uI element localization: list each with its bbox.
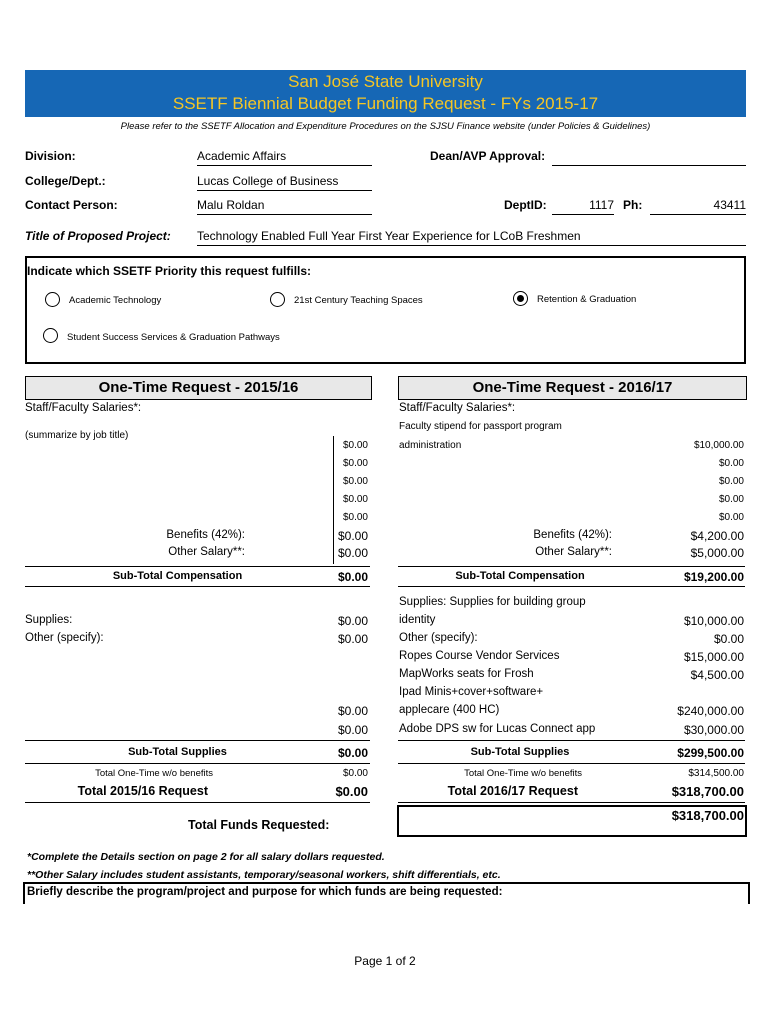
- left-total-wo-benefits-value: $0.00: [342, 768, 368, 779]
- right-subtotal-supplies-value: $299,500.00: [677, 746, 744, 760]
- right-other-label: Other (specify):: [399, 632, 478, 644]
- radio-academic-technology[interactable]: [45, 292, 60, 307]
- radio-student-success-services[interactable]: [43, 328, 58, 343]
- right-ropes-value: $15,000.00: [683, 650, 744, 664]
- right-total-request-label: Total 2016/17 Request: [447, 784, 578, 798]
- priority-title: Indicate which SSETF Priority this request fulfills:: [27, 264, 312, 278]
- left-benefits-value: $0.00: [337, 529, 368, 543]
- left-staff-label: Staff/Faculty Salaries*:: [25, 402, 142, 414]
- option-label-retention-graduation: Retention & Graduation: [537, 294, 637, 305]
- left-total-request-value: $0.00: [335, 784, 368, 799]
- right-total-wo-benefits-label: Total One-Time w/o benefits: [464, 768, 582, 779]
- right-stipend-line1: Faculty stipend for passport program: [399, 421, 562, 432]
- radio-21st-century-teaching-spaces[interactable]: [270, 292, 285, 307]
- right-salary-value: $10,000.00: [693, 440, 744, 451]
- left-divider: [25, 586, 370, 587]
- left-subtotal-supplies-label: Sub-Total Supplies: [128, 746, 227, 758]
- total-funds-label: Total Funds Requested:: [188, 818, 330, 832]
- right-supplies-line2: identity: [399, 614, 436, 626]
- left-total-wo-benefits-label: Total One-Time w/o benefits: [95, 768, 213, 779]
- right-subtotal-supplies-label: Sub-Total Supplies: [470, 746, 570, 758]
- option-label-academic-technology: Academic Technology: [69, 295, 162, 306]
- right-stipend-line2: administration: [399, 440, 462, 451]
- right-ipad-value: $240,000.00: [677, 704, 744, 718]
- right-other-value: $0.00: [713, 632, 744, 646]
- left-divider: [25, 802, 370, 803]
- right-supplies-value: $10,000.00: [683, 614, 744, 628]
- deptid-label: DeptID:: [504, 198, 547, 212]
- right-section-header: One-Time Request - 2016/17: [398, 376, 747, 400]
- contact-field[interactable]: Malu Roldan: [197, 198, 372, 215]
- left-summarize-note: (summarize by job title): [25, 430, 129, 441]
- dean-approval-field[interactable]: [552, 149, 746, 166]
- left-total-request-label: Total 2015/16 Request: [77, 784, 208, 798]
- right-subtotal-comp-value: $19,200.00: [683, 570, 744, 584]
- contact-label: Contact Person:: [25, 198, 118, 212]
- right-divider: [398, 802, 745, 803]
- left-divider: [25, 566, 370, 567]
- right-ropes-label: Ropes Course Vendor Services: [399, 650, 560, 662]
- right-benefits-value: $4,200.00: [690, 529, 744, 543]
- right-subtotal-comp-label: Sub-Total Compensation: [455, 570, 585, 582]
- right-salary-value: $0.00: [718, 512, 744, 523]
- right-total-request-value: $318,700.00: [671, 784, 744, 799]
- right-other-salary-label: Other Salary**:: [535, 546, 612, 558]
- right-mapworks-value: $4,500.00: [690, 668, 744, 682]
- left-divider: [25, 763, 370, 764]
- right-benefits-label: Benefits (42%):: [533, 529, 612, 541]
- left-salary-value: $0.00: [342, 512, 368, 523]
- dean-approval-label: Dean/AVP Approval:: [430, 149, 546, 163]
- right-divider: [398, 740, 745, 741]
- left-salary-value: $0.00: [342, 440, 368, 451]
- option-label-teaching-spaces: 21st Century Teaching Spaces: [294, 295, 423, 306]
- left-subtotal-comp-label: Sub-Total Compensation: [112, 570, 243, 582]
- college-label: College/Dept.:: [25, 174, 106, 188]
- deptid-field[interactable]: 1117: [552, 198, 614, 215]
- right-adobe-label: Adobe DPS sw for Lucas Connect app: [399, 723, 596, 735]
- phone-field[interactable]: 43411: [650, 198, 746, 215]
- university-name: San José State University: [288, 72, 483, 91]
- right-supplies-line1: Supplies: Supplies for building group: [399, 596, 586, 608]
- total-funds-value: $318,700.00: [671, 808, 744, 823]
- left-salary-value: $0.00: [342, 458, 368, 469]
- left-salary-value: $0.00: [342, 494, 368, 505]
- left-other-value: $0.00: [337, 632, 368, 646]
- title-banner: [25, 70, 746, 117]
- left-section-header: One-Time Request - 2015/16: [25, 376, 372, 400]
- right-ipad-line2: applecare (400 HC): [399, 704, 500, 716]
- right-salary-value: $0.00: [718, 458, 744, 469]
- left-salary-value: $0.00: [342, 476, 368, 487]
- option-label-student-success: Student Success Services & Graduation Pathways: [67, 332, 280, 343]
- left-supplies-value: $0.00: [337, 614, 368, 628]
- right-total-wo-benefits-value: $314,500.00: [688, 768, 744, 779]
- left-subtotal-comp-value: $0.00: [337, 570, 368, 584]
- division-label: Division:: [25, 149, 76, 163]
- right-mapworks-label: MapWorks seats for Frosh: [399, 668, 534, 680]
- footnote-salary-details: *Complete the Details section on page 2 for all salary dollars requested.: [27, 851, 385, 863]
- left-extra-value: $0.00: [337, 704, 368, 718]
- form-title: SSETF Biennial Budget Funding Request - FYs 2015-17: [172, 94, 599, 113]
- right-divider: [398, 586, 745, 587]
- left-other-salary-value: $0.00: [337, 546, 368, 560]
- radio-retention-graduation[interactable]: [513, 291, 528, 306]
- right-salary-value: $0.00: [718, 476, 744, 487]
- left-other-label: Other (specify):: [25, 632, 104, 644]
- right-ipad-line1: Ipad Minis+cover+software+: [399, 686, 544, 698]
- project-title-field[interactable]: Technology Enabled Full Year First Year Experience for LCoB Freshmen: [197, 229, 746, 246]
- division-field[interactable]: Academic Affairs: [197, 149, 372, 166]
- procedures-note: Please refer to the SSETF Allocation and Expenditure Procedures on the SJSU Finance website (under Policies & Guidelines): [120, 121, 651, 132]
- left-supplies-label: Supplies:: [25, 614, 73, 626]
- project-title-label: Title of Proposed Project:: [25, 229, 171, 243]
- page-number: Page 1 of 2: [354, 954, 416, 968]
- left-divider: [25, 740, 370, 741]
- right-salary-value: $0.00: [718, 494, 744, 505]
- right-divider: [398, 763, 745, 764]
- right-staff-label: Staff/Faculty Salaries*:: [399, 402, 516, 414]
- phone-label: Ph:: [623, 198, 643, 212]
- left-other-salary-label: Other Salary**:: [168, 546, 245, 558]
- college-field[interactable]: Lucas College of Business: [197, 174, 372, 191]
- right-adobe-value: $30,000.00: [683, 723, 744, 737]
- left-extra-value: $0.00: [337, 723, 368, 737]
- footnote-other-salary: **Other Salary includes student assistants, temporary/seasonal workers, shift differentials, etc.: [27, 869, 501, 881]
- right-other-salary-value: $5,000.00: [690, 546, 744, 560]
- description-prompt: Briefly describe the program/project and purpose for which funds are being requested:: [27, 886, 503, 898]
- left-benefits-label: Benefits (42%):: [166, 529, 245, 541]
- right-divider: [398, 566, 745, 567]
- left-subtotal-supplies-value: $0.00: [337, 746, 368, 760]
